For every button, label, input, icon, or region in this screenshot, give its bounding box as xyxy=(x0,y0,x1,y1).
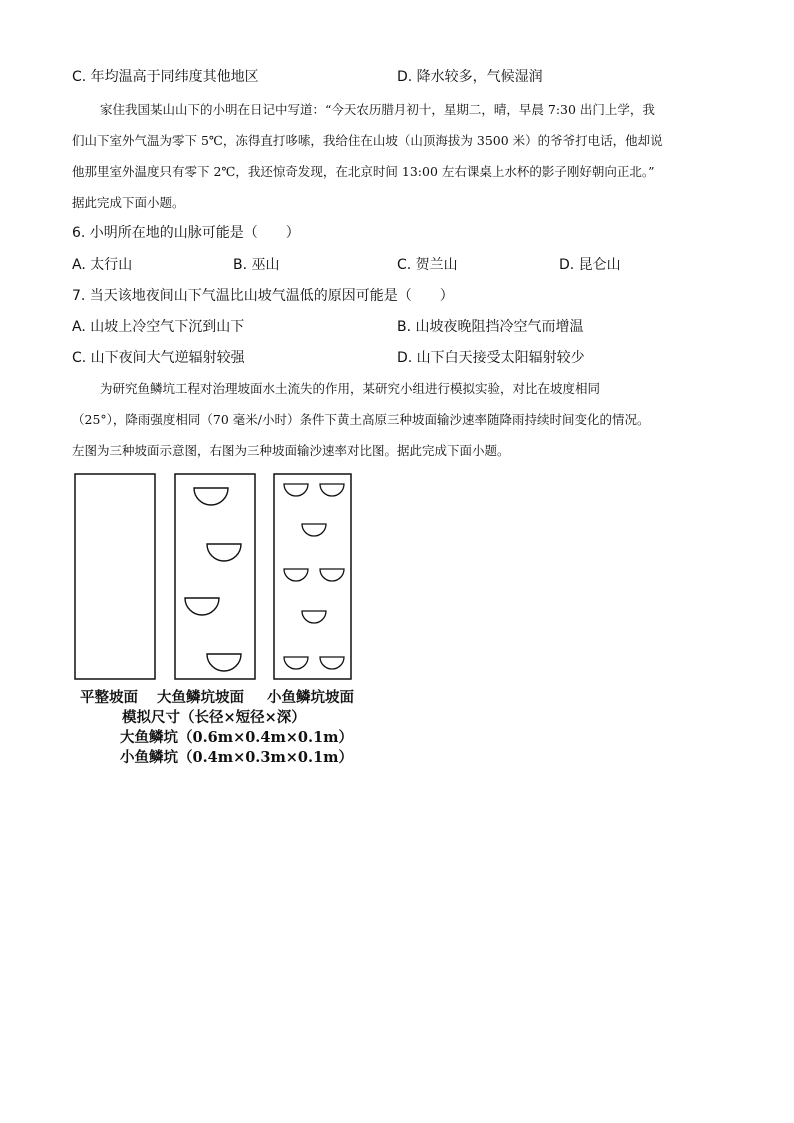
small-pit-2 xyxy=(320,484,344,496)
question-6-option-a[interactable]: A. 太行山 xyxy=(72,257,133,273)
question-6-option-c[interactable]: C. 贺兰山 xyxy=(397,257,458,273)
small-pit-slope-panel xyxy=(274,474,351,679)
question-7-option-c[interactable]: C. 山下夜间大气逆辐射较强 xyxy=(72,350,245,366)
label-big-pit-slope: 大鱼鳞坑坡面 xyxy=(157,689,244,706)
big-pit-2 xyxy=(207,544,241,561)
small-pit-6 xyxy=(302,611,326,623)
big-pit-4 xyxy=(207,654,241,671)
flat-slope-panel xyxy=(75,474,155,679)
small-pit-7 xyxy=(284,657,308,669)
label-flat-slope: 平整坡面 xyxy=(80,689,138,706)
caption-sim-size: 模拟尺寸（长径×短径×深） xyxy=(122,709,306,726)
question-6-stem: 6. 小明所在地的山脉可能是（ ） xyxy=(72,225,300,241)
passage-2-line-1: 为研究鱼鳞坑工程对治理坡面水土流失的作用，某研究小组进行模拟实验，对比在坡度相同 xyxy=(100,381,601,396)
passage-1-line-1: 家住我国某山山下的小明在日记中写道：“今天农历腊月初十，星期二，晴，早晨 7:30 出门上学，我 xyxy=(100,102,655,117)
question-7-option-b[interactable]: B. 山坡夜晚阻挡冷空气而增温 xyxy=(397,319,584,335)
big-pit-1 xyxy=(194,488,228,505)
question-7-option-d[interactable]: D. 山下白天接受太阳辐射较少 xyxy=(397,350,585,366)
caption-big-pit: 大鱼鳞坑（0.6m×0.4m×0.1m） xyxy=(120,729,354,746)
question-6-option-b[interactable]: B. 巫山 xyxy=(233,257,280,273)
question-7-option-a[interactable]: A. 山坡上冷空气下沉到山下 xyxy=(72,319,245,335)
small-pit-5 xyxy=(320,569,344,581)
caption-small-pit: 小鱼鳞坑（0.4m×0.3m×0.1m） xyxy=(120,749,354,766)
question-6-option-d[interactable]: D. 昆仑山 xyxy=(559,257,621,273)
option-d-prev: D. 降水较多，气候湿润 xyxy=(397,69,543,85)
passage-1-line-2: 们山下室外气温为零下 5℃，冻得直打哆嗦，我给住在山坡（山顶海拔为 3500 米）的爷爷打电话，他却说 xyxy=(72,133,663,148)
small-pit-4 xyxy=(284,569,308,581)
passage-2-line-2: （25°），降雨强度相同（70 毫米/小时）条件下黄土高原三种坡面输沙速率随降雨持续时间变化的情况。 xyxy=(72,412,650,427)
passage-2-line-3: 左图为三种坡面示意图，右图为三种坡面输沙速率对比图。据此完成下面小题。 xyxy=(72,443,510,458)
passage-1-line-3: 他那里室外温度只有零下 2℃，我还惊奇发现，在北京时间 13:00 左右课桌上水杯的影子刚好朝向正北。” xyxy=(72,164,655,179)
slope-diagram-svg xyxy=(74,472,374,687)
big-pit-3 xyxy=(185,598,219,615)
small-pit-3 xyxy=(302,524,326,536)
small-pit-1 xyxy=(284,484,308,496)
label-small-pit-slope: 小鱼鳞坑坡面 xyxy=(267,689,354,706)
option-c-prev: C. 年均温高于同纬度其他地区 xyxy=(72,69,259,85)
small-pit-8 xyxy=(320,657,344,669)
passage-1-line-4: 据此完成下面小题。 xyxy=(72,195,185,210)
question-7-stem: 7. 当天该地夜间山下气温比山坡气温低的原因可能是（ ） xyxy=(72,288,454,304)
